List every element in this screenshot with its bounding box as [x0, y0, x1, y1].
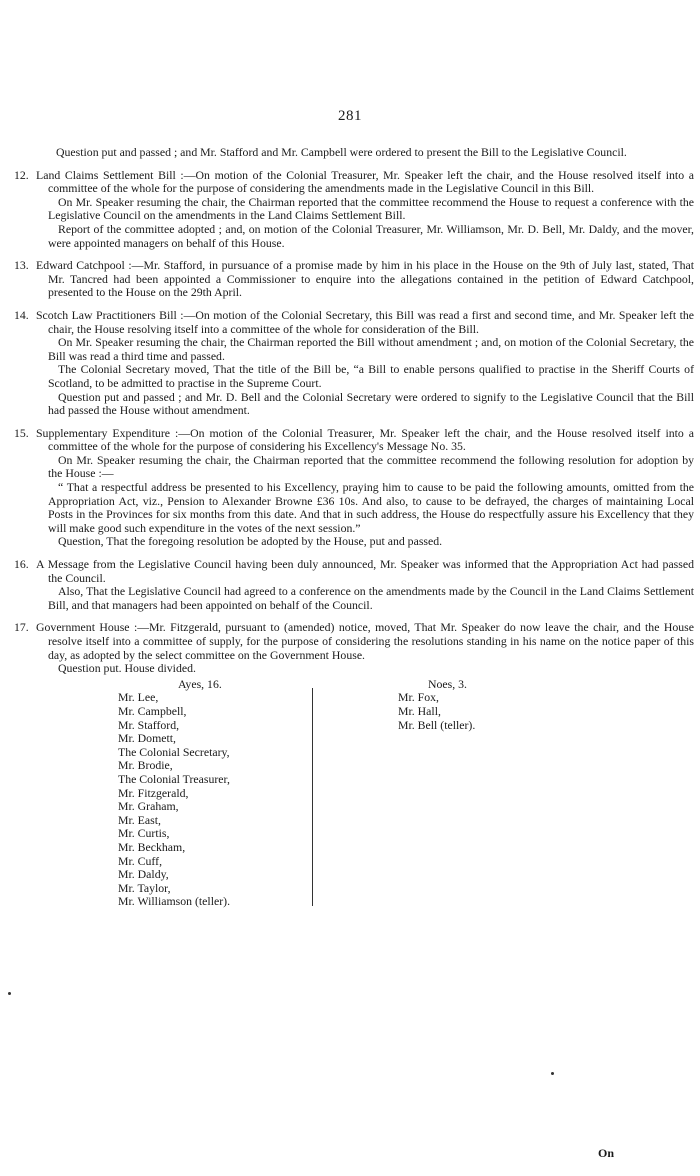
division-list [14, 678, 694, 908]
ayes-member: Mr. Curtis, [118, 826, 170, 841]
ayes-member: Mr. Graham, [118, 799, 179, 814]
margin-mark [551, 1072, 554, 1075]
proceeding-heading [14, 169, 694, 196]
proceeding-paragraph: Question, That the foregoing resolution be adopted by the House, put and passed. [58, 534, 443, 549]
continuation-paragraph: Question put and passed ; and Mr. Stafford and Mr. Campbell were ordered to present the Bill to the Legislative Council. [56, 145, 627, 159]
ayes-member: Mr. Daldy, [118, 867, 169, 882]
ayes-member: The Colonial Treasurer, [118, 771, 230, 786]
proceeding-heading [14, 259, 694, 300]
proceeding-paragraph: On Mr. Speaker resuming the chair, the Chairman reported the Bill without amendment ; and, on motion of the Colonial Secretary, the Bill was read a third time and passed. [48, 335, 694, 363]
ayes-member: Mr. Fitzgerald, [118, 785, 189, 800]
proceeding-paragraph: Also, That the Legislative Council had agreed to a conference on the amendments made by the Council in the Land Claims Settlement Bill, and that managers had been appointed on behalf of the Council. [48, 584, 694, 612]
ayes-member: Mr. Cuff, [118, 853, 163, 868]
proceeding-heading [14, 621, 694, 662]
ayes-member: Mr. Campbell, [118, 703, 187, 718]
proceeding-item [14, 169, 694, 251]
item-number: 17. [14, 620, 29, 635]
ayes-member: Mr. Beckham, [118, 839, 186, 854]
proceeding-heading [14, 427, 694, 454]
ayes-member: The Colonial Secretary, [118, 744, 230, 759]
proceeding-item [14, 309, 694, 418]
item-number: 12. [14, 167, 29, 182]
proceedings-list [14, 169, 694, 676]
proceeding-item [14, 558, 694, 612]
ayes-member: Mr. Williamson (teller). [118, 894, 231, 909]
item-number: 13. [14, 258, 29, 273]
noes-member: Mr. Hall, [398, 703, 441, 718]
proceeding-paragraph: Report of the committee adopted ; and, on motion of the Colonial Treasurer, Mr. Williamson, Mr. D. Bell, Mr. Daldy, and the mover, were appointed managers on behalf of this House. [48, 221, 694, 250]
page-body [14, 146, 694, 908]
proceeding-heading [14, 309, 694, 336]
proceeding-paragraph: The Colonial Secretary moved, That the title of the Bill be, “a Bill to enable persons qualified to practise in the Sheriff Courts of Scotland, to be admitted to practise in the Supreme Court. [48, 362, 694, 390]
proceeding-heading [14, 558, 694, 585]
proceeding-paragraph: Question put. House divided. [58, 661, 196, 676]
item-heading-text: Scotch Law Practitioners Bill :—On motion of the Colonial Secretary, this Bill was read a first and second time, and Mr. Speaker left the chair, the House resolving itself into a committee of the whole for consideration of the Bill. [36, 307, 694, 336]
item-heading-text: Government House :—Mr. Fitzgerald, pursuant to (amended) notice, moved, That Mr. Speaker do now leave the chair, and the House resolve itself into a committee of supply, for the purpose of considering the resolutions standing in his name on the notice paper of this day, as adopted by the select committee on the Government House. [36, 620, 694, 662]
ayes-member: Mr. Domett, [118, 731, 176, 746]
proceeding-body [14, 454, 694, 549]
noes-member: Mr. Bell (teller). [398, 717, 476, 732]
item-heading-text: A Message from the Legislative Council having been duly announced, Mr. Speaker was informed that the Appropriation Act had passed the Council. [36, 557, 694, 585]
ayes-heading: Ayes, 16. [178, 676, 222, 691]
ayes-member: Mr. Taylor, [118, 880, 171, 895]
item-number: 14. [14, 307, 29, 322]
item-number: 15. [14, 425, 29, 440]
proceeding-body [14, 336, 694, 418]
item-number: 16. [14, 557, 29, 572]
proceeding-item [14, 621, 694, 675]
proceeding-body [14, 196, 694, 250]
ayes-member: Mr. Lee, [118, 690, 159, 705]
ayes-member: Mr. East, [118, 812, 161, 827]
noes-column [398, 678, 618, 732]
proceeding-body [14, 585, 694, 612]
proceeding-item [14, 259, 694, 300]
proceeding-item [14, 427, 694, 549]
proceeding-body [14, 662, 694, 676]
proceeding-paragraph: “ That a respectful address be presented to his Excellency, praying him to cause to be paid the following amounts, omitted from the Appropriation Act, viz., Pension to Alexander Browne £36 10s. And also, to cause to be defrayed, the charges of maintaining Local Posts in the Provinces for six months from this date. And that in such address, the House do respectfully assure his Excellency that they will make good such expenditure in the votes of the next session.” [48, 480, 694, 535]
proceeding-paragraph: Question put and passed ; and Mr. D. Bell and the Colonial Secretary were ordered to signify to the Legislative Council that the Bill had passed the House without amendment. [48, 389, 694, 418]
ayes-member: Mr. Stafford, [118, 717, 180, 732]
margin-mark [8, 992, 11, 995]
item-heading-text: Edward Catchpool :—Mr. Stafford, in pursuance of a promise made by him in his place in the House on the 9th of July last, stated, That Mr. Tancred had been appointed a Commissioner to enquire into the allegations contained in the petition of Edward Catchpool, presented to the House on the 29th April. [36, 258, 694, 300]
noes-member: Mr. Fox, [398, 690, 439, 705]
noes-heading: Noes, 3. [428, 676, 467, 691]
column-divider [312, 688, 313, 906]
proceeding-paragraph: On Mr. Speaker resuming the chair, the Chairman reported that the committee recommend the House to request a conference with the Legislative Council on the amendments in the Land Claims Settlement Bill. [48, 194, 694, 223]
catchword: On [598, 1146, 615, 1160]
ayes-member: Mr. Brodie, [118, 758, 173, 773]
item-heading-text: Land Claims Settlement Bill :—On motion of the Colonial Treasurer, Mr. Speaker left the chair, and the House resolved itself into a committee of the whole for the purpose of considering the amendments made in the Legislative Council in this Bill. [36, 167, 694, 196]
item-heading-text: Supplementary Expenditure :—On motion of the Colonial Treasurer, Mr. Speaker left the chair, and the House resolved itself into a committee of the whole for the purpose of considering his Excellency's Message No. 35. [36, 425, 694, 454]
page-number: 281 [338, 108, 362, 124]
ayes-column [118, 678, 308, 909]
proceeding-paragraph: On Mr. Speaker resuming the chair, the Chairman reported that the committee recommend the following resolution for adoption by the House :— [48, 452, 694, 481]
